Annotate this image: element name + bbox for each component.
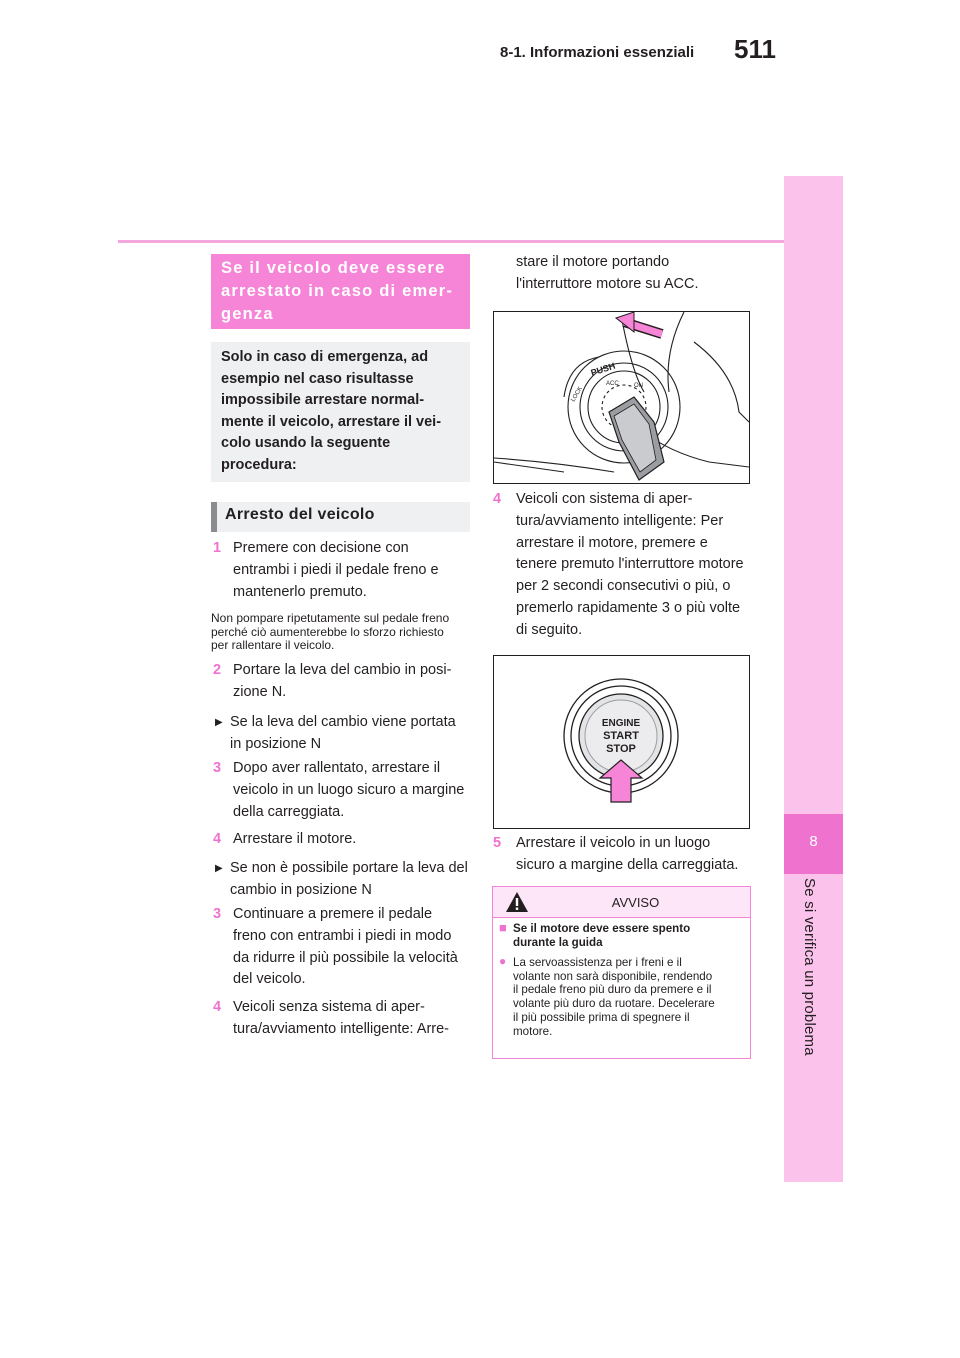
on-label: ON [634, 383, 643, 389]
square-bullet-icon: ■ [499, 920, 507, 935]
section-title-box [211, 254, 470, 329]
chapter-title: Se si verifica un problema [801, 878, 818, 1056]
step-line: per 2 secondi consecutivi o più, o [516, 578, 731, 595]
intro-line: procedura: [221, 456, 297, 473]
step-line: tura/avviamento intelligente: Arre- [233, 1020, 449, 1037]
step-text [233, 904, 458, 991]
step-3 [213, 758, 465, 820]
section-header: 8-1. Informazioni essenziali [500, 44, 695, 61]
step-line: Arrestare il veicolo in un luogo [516, 835, 711, 851]
step-text [233, 758, 464, 823]
step-2 [213, 660, 452, 700]
step-4 [213, 829, 357, 851]
circle-bullet-icon: ● [499, 954, 507, 968]
subheading: Arresto del veicolo [211, 502, 470, 532]
step-line: premerlo rapidamente 3 o più volte [516, 599, 741, 616]
step-text [516, 833, 738, 877]
ignition-key-figure [493, 311, 750, 484]
step-4b-continued [516, 252, 698, 296]
step-line: tura/avviamento intelligente: Per [516, 512, 724, 529]
step-line: Dopo aver rallentato, arrestare il [233, 760, 441, 776]
header-rule [118, 240, 784, 243]
step-text: Arrestare il motore. [233, 831, 357, 847]
step-4b [213, 997, 449, 1037]
step-line: zione N. [233, 683, 287, 700]
step-line: Veicoli senza sistema di aper- [233, 999, 425, 1015]
step-4c [493, 489, 744, 638]
engine-start-stop-illustration [494, 656, 749, 828]
step-number: 4 [213, 831, 222, 847]
step-line: stare il motore portando [516, 254, 670, 270]
step-line: arrestare il motore, premere e [516, 534, 708, 551]
acc-label: ACC [606, 381, 619, 387]
note [211, 612, 449, 653]
note-line: per rallentare il veicolo. [211, 638, 335, 652]
condition-line: Se la leva del cambio viene portata [230, 714, 456, 730]
lock-label: LOCK [570, 385, 584, 403]
step-line: Veicoli con sistema di aper- [516, 491, 693, 507]
warning-text-line: motore. [513, 1024, 553, 1038]
triangle-bullet-icon: ▶ [215, 863, 223, 874]
step-line: Continuare a premere il pedale [233, 906, 433, 922]
engine-label: ENGINE [601, 718, 641, 729]
section-title-line: Se il veicolo deve essere [221, 259, 446, 277]
step-number: 5 [493, 835, 502, 851]
step-line: veicolo in un luogo sicuro a margine [233, 781, 465, 798]
triangle-bullet-icon: ▶ [215, 717, 223, 728]
step-text [233, 660, 451, 704]
condition-line: in posizione N [230, 735, 322, 752]
section-title-line: genza [221, 305, 274, 323]
step-line: del veicolo. [233, 971, 306, 988]
intro-line: Solo in caso di emergenza, ad [221, 349, 429, 365]
step-5 [493, 833, 739, 873]
step-number: 3 [213, 906, 222, 922]
ignition-key-illustration [494, 312, 749, 483]
warning-heading-line: durante la guida [513, 935, 603, 949]
step-number: 3 [213, 760, 222, 776]
page-number: 511 [734, 34, 776, 64]
intro-line: mente il veicolo, arrestare il vei- [221, 413, 442, 430]
step-line: freno con entrambi i piedi in modo [233, 927, 452, 944]
condition-line: cambio in posizione N [230, 881, 372, 898]
step-line: da ridurre il più possibile la velocità [233, 949, 458, 966]
stop-label: STOP [606, 743, 636, 755]
step-number: 4 [213, 999, 222, 1015]
condition-line: Se non è possibile portare la leva del [230, 860, 468, 876]
intro-box [211, 342, 470, 482]
warning-heading-line: Se il motore deve essere spento [513, 922, 691, 935]
note-line: Non pompare ripetutamente sul pedale freno [211, 611, 450, 625]
warning-text [499, 956, 715, 1038]
step-text [233, 538, 439, 603]
step-line: della carreggiata. [233, 803, 345, 820]
push-label: PUSH [589, 360, 617, 378]
intro-line: impossibile arrestare normal- [221, 392, 425, 409]
step-line: sicuro a margine della carreggiata. [516, 856, 739, 873]
engine-start-stop-figure [493, 655, 750, 829]
start-label: START [603, 730, 639, 742]
warning-heading [499, 922, 690, 949]
intro-line: colo usando la seguente [221, 435, 391, 452]
section-title-line: arrestato in caso di emer- [221, 282, 454, 300]
warning-text-line: il più possibile prima di spegnere il [513, 1010, 690, 1024]
step-text [233, 997, 449, 1041]
intro-line: esempio nel caso risultasse [221, 370, 414, 387]
condition-2 [215, 858, 468, 902]
step-line: Premere con decisione con [233, 540, 409, 556]
step-text [516, 489, 744, 642]
warning-box [492, 886, 751, 1059]
step-line: Portare la leva del cambio in posi- [233, 662, 452, 678]
step-line: l'interruttore motore su ACC. [516, 275, 699, 292]
note-line: perché ciò aumenterebbe lo sforzo richiesto [211, 624, 444, 639]
step-number: 1 [213, 540, 222, 556]
step-line: mantenerlo premuto. [233, 583, 367, 600]
warning-text-line: volante più duro da ruotare. Decelerare [513, 997, 715, 1011]
step-line: tenere premuto l'interruttore motore [516, 556, 744, 573]
step-number: 4 [493, 491, 502, 507]
step-line: entrambi i piedi il pedale freno e [233, 561, 439, 578]
step-3b [213, 904, 458, 988]
step-line: di seguito. [516, 621, 583, 638]
warning-text-line: volante non sarà disponibile, rendendo [513, 969, 713, 983]
condition-1 [215, 712, 456, 756]
chapter-number: 8 [809, 833, 818, 850]
step-number: 2 [213, 662, 222, 678]
step-1 [213, 538, 439, 600]
warning-text-line: La servoassistenza per i freni e il [513, 956, 682, 969]
warning-title: AVVISO [611, 895, 660, 910]
warning-text-line: il pedale freno più duro da premere e il [513, 983, 712, 997]
